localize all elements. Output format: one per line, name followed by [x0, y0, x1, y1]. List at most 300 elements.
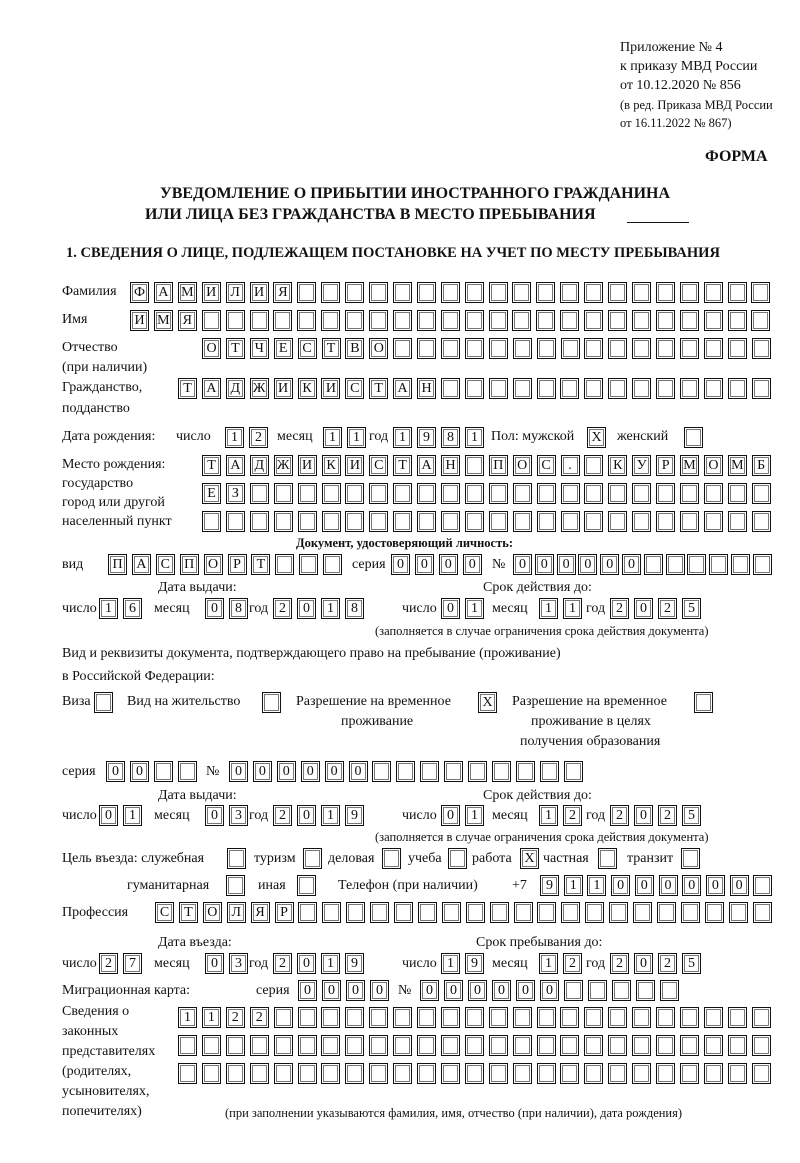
input-cell[interactable]: 1 — [202, 1007, 221, 1028]
input-cell[interactable]: 2 — [273, 953, 292, 974]
input-cell[interactable] — [393, 483, 412, 504]
input-cell[interactable] — [513, 1035, 532, 1056]
input-cell[interactable] — [489, 511, 508, 532]
input-cell[interactable] — [393, 338, 412, 359]
input-cell[interactable] — [299, 554, 318, 575]
input-cell[interactable]: Я — [178, 310, 197, 331]
input-cell[interactable]: 3 — [229, 805, 248, 826]
input-cell[interactable] — [656, 338, 675, 359]
input-cell[interactable] — [202, 1035, 221, 1056]
input-cell[interactable] — [297, 310, 316, 331]
checkbox-cell[interactable]: X — [587, 427, 606, 448]
input-cell[interactable] — [226, 310, 245, 331]
input-cell[interactable]: Н — [417, 378, 436, 399]
input-cell[interactable] — [584, 483, 603, 504]
input-cell[interactable]: 0 — [535, 554, 554, 575]
input-cell[interactable] — [468, 761, 487, 782]
input-cell[interactable] — [274, 1007, 293, 1028]
input-cell[interactable]: 0 — [253, 761, 272, 782]
input-cell[interactable]: П — [108, 554, 127, 575]
input-cell[interactable] — [226, 1035, 245, 1056]
input-cell[interactable] — [560, 378, 579, 399]
input-cell[interactable]: 0 — [205, 805, 224, 826]
input-cell[interactable] — [560, 1035, 579, 1056]
input-cell[interactable] — [536, 310, 555, 331]
input-cell[interactable]: 0 — [622, 554, 641, 575]
input-cell[interactable]: 0 — [634, 598, 653, 619]
input-cell[interactable]: И — [298, 455, 317, 476]
input-cell[interactable]: 0 — [441, 598, 460, 619]
input-cell[interactable] — [608, 338, 627, 359]
input-cell[interactable]: 2 — [563, 953, 582, 974]
input-cell[interactable] — [369, 310, 388, 331]
input-cell[interactable] — [420, 761, 439, 782]
input-cell[interactable] — [202, 1063, 221, 1084]
input-cell[interactable] — [632, 1063, 651, 1084]
input-cell[interactable]: Е — [202, 483, 221, 504]
input-cell[interactable] — [178, 1063, 197, 1084]
input-cell[interactable] — [490, 902, 509, 923]
input-cell[interactable] — [612, 980, 631, 1001]
input-cell[interactable]: 5 — [682, 805, 701, 826]
input-cell[interactable]: 1 — [99, 598, 118, 619]
input-cell[interactable] — [753, 875, 772, 896]
input-cell[interactable]: Т — [369, 378, 388, 399]
input-cell[interactable]: Р — [275, 902, 294, 923]
input-cell[interactable]: 0 — [463, 554, 482, 575]
input-cell[interactable] — [369, 282, 388, 303]
input-cell[interactable]: 1 — [321, 953, 340, 974]
input-cell[interactable]: 0 — [439, 554, 458, 575]
input-cell[interactable]: Я — [273, 282, 292, 303]
input-cell[interactable] — [584, 455, 603, 476]
input-cell[interactable] — [465, 378, 484, 399]
input-cell[interactable]: 0 — [516, 980, 535, 1001]
input-cell[interactable] — [298, 483, 317, 504]
checkbox-cell[interactable] — [303, 848, 322, 869]
input-cell[interactable] — [442, 902, 461, 923]
input-cell[interactable] — [444, 761, 463, 782]
input-cell[interactable]: 1 — [465, 805, 484, 826]
input-cell[interactable] — [250, 511, 269, 532]
input-cell[interactable] — [728, 1007, 747, 1028]
input-cell[interactable] — [441, 1063, 460, 1084]
input-cell[interactable]: Р — [228, 554, 247, 575]
input-cell[interactable] — [560, 282, 579, 303]
input-cell[interactable] — [752, 378, 771, 399]
input-cell[interactable] — [752, 483, 771, 504]
input-cell[interactable]: 0 — [513, 554, 532, 575]
input-cell[interactable]: 1 — [539, 953, 558, 974]
input-cell[interactable] — [417, 483, 436, 504]
input-cell[interactable]: И — [321, 378, 340, 399]
input-cell[interactable] — [322, 511, 341, 532]
input-cell[interactable] — [608, 282, 627, 303]
input-cell[interactable]: . — [561, 455, 580, 476]
input-cell[interactable]: 0 — [130, 761, 149, 782]
input-cell[interactable] — [666, 554, 685, 575]
input-cell[interactable] — [465, 511, 484, 532]
input-cell[interactable]: И — [130, 310, 149, 331]
input-cell[interactable]: 1 — [587, 875, 606, 896]
input-cell[interactable]: 8 — [229, 598, 248, 619]
input-cell[interactable] — [202, 511, 221, 532]
input-cell[interactable] — [489, 282, 508, 303]
input-cell[interactable] — [465, 1063, 484, 1084]
input-cell[interactable]: М — [728, 455, 747, 476]
checkbox-cell[interactable] — [448, 848, 467, 869]
input-cell[interactable] — [345, 310, 364, 331]
input-cell[interactable]: О — [704, 455, 723, 476]
input-cell[interactable]: 2 — [610, 953, 629, 974]
input-cell[interactable] — [465, 1035, 484, 1056]
input-cell[interactable]: 0 — [349, 761, 368, 782]
input-cell[interactable] — [656, 511, 675, 532]
input-cell[interactable]: 2 — [658, 805, 677, 826]
input-cell[interactable] — [584, 511, 603, 532]
input-cell[interactable] — [226, 511, 245, 532]
input-cell[interactable]: О — [369, 338, 388, 359]
input-cell[interactable] — [417, 1007, 436, 1028]
input-cell[interactable] — [729, 902, 748, 923]
input-cell[interactable]: 1 — [564, 875, 583, 896]
input-cell[interactable] — [728, 310, 747, 331]
checkbox-cell[interactable] — [684, 427, 703, 448]
input-cell[interactable] — [632, 338, 651, 359]
input-cell[interactable] — [250, 310, 269, 331]
input-cell[interactable]: 1 — [465, 427, 484, 448]
input-cell[interactable]: Д — [250, 455, 269, 476]
input-cell[interactable] — [274, 483, 293, 504]
input-cell[interactable]: М — [154, 310, 173, 331]
input-cell[interactable] — [465, 1007, 484, 1028]
input-cell[interactable] — [250, 1035, 269, 1056]
input-cell[interactable]: 0 — [444, 980, 463, 1001]
input-cell[interactable]: 0 — [600, 554, 619, 575]
input-cell[interactable] — [680, 310, 699, 331]
input-cell[interactable]: Т — [393, 455, 412, 476]
input-cell[interactable] — [704, 1007, 723, 1028]
input-cell[interactable]: Р — [656, 455, 675, 476]
input-cell[interactable] — [345, 483, 364, 504]
input-cell[interactable]: Т — [322, 338, 341, 359]
input-cell[interactable] — [250, 1063, 269, 1084]
input-cell[interactable] — [321, 282, 340, 303]
input-cell[interactable]: И — [274, 378, 293, 399]
input-cell[interactable] — [321, 1035, 340, 1056]
input-cell[interactable]: 0 — [578, 554, 597, 575]
input-cell[interactable] — [178, 1035, 197, 1056]
input-cell[interactable] — [536, 282, 555, 303]
input-cell[interactable]: В — [345, 338, 364, 359]
input-cell[interactable] — [369, 1035, 388, 1056]
checkbox-cell[interactable] — [227, 848, 246, 869]
input-cell[interactable]: 9 — [345, 805, 364, 826]
input-cell[interactable] — [489, 310, 508, 331]
input-cell[interactable]: Т — [226, 338, 245, 359]
input-cell[interactable]: 0 — [325, 761, 344, 782]
input-cell[interactable] — [752, 338, 771, 359]
input-cell[interactable] — [680, 282, 699, 303]
input-cell[interactable] — [608, 1063, 627, 1084]
input-cell[interactable]: 0 — [346, 980, 365, 1001]
input-cell[interactable]: К — [322, 455, 341, 476]
input-cell[interactable] — [321, 1007, 340, 1028]
input-cell[interactable] — [584, 282, 603, 303]
input-cell[interactable]: К — [298, 378, 317, 399]
input-cell[interactable] — [584, 378, 603, 399]
input-cell[interactable] — [753, 902, 772, 923]
input-cell[interactable]: С — [345, 378, 364, 399]
input-cell[interactable] — [393, 310, 412, 331]
input-cell[interactable]: А — [154, 282, 173, 303]
input-cell[interactable] — [417, 511, 436, 532]
input-cell[interactable] — [584, 338, 603, 359]
input-cell[interactable] — [465, 282, 484, 303]
input-cell[interactable] — [660, 980, 679, 1001]
input-cell[interactable]: 9 — [540, 875, 559, 896]
input-cell[interactable] — [441, 282, 460, 303]
input-cell[interactable] — [656, 483, 675, 504]
input-cell[interactable] — [632, 483, 651, 504]
input-cell[interactable] — [441, 1007, 460, 1028]
input-cell[interactable] — [321, 310, 340, 331]
input-cell[interactable] — [585, 902, 604, 923]
input-cell[interactable] — [728, 511, 747, 532]
input-cell[interactable] — [680, 338, 699, 359]
input-cell[interactable] — [609, 902, 628, 923]
checkbox-cell[interactable] — [262, 692, 281, 713]
input-cell[interactable] — [632, 310, 651, 331]
checkbox-cell[interactable]: X — [478, 692, 497, 713]
input-cell[interactable] — [537, 338, 556, 359]
input-cell[interactable] — [728, 338, 747, 359]
input-cell[interactable] — [632, 378, 651, 399]
input-cell[interactable] — [632, 1007, 651, 1028]
input-cell[interactable]: А — [202, 378, 221, 399]
input-cell[interactable]: С — [298, 338, 317, 359]
checkbox-cell[interactable] — [694, 692, 713, 713]
input-cell[interactable]: 1 — [321, 598, 340, 619]
input-cell[interactable] — [704, 1063, 723, 1084]
input-cell[interactable] — [514, 902, 533, 923]
input-cell[interactable]: 9 — [465, 953, 484, 974]
input-cell[interactable] — [369, 511, 388, 532]
input-cell[interactable]: 0 — [730, 875, 749, 896]
input-cell[interactable] — [345, 282, 364, 303]
input-cell[interactable] — [298, 1063, 317, 1084]
input-cell[interactable] — [705, 902, 724, 923]
input-cell[interactable]: 0 — [635, 875, 654, 896]
input-cell[interactable] — [561, 902, 580, 923]
input-cell[interactable]: М — [680, 455, 699, 476]
input-cell[interactable] — [321, 1063, 340, 1084]
input-cell[interactable] — [516, 761, 535, 782]
input-cell[interactable] — [560, 1063, 579, 1084]
input-cell[interactable]: 0 — [297, 953, 316, 974]
input-cell[interactable]: С — [156, 554, 175, 575]
input-cell[interactable] — [561, 511, 580, 532]
input-cell[interactable] — [226, 1063, 245, 1084]
input-cell[interactable]: И — [202, 282, 221, 303]
input-cell[interactable]: З — [226, 483, 245, 504]
input-cell[interactable] — [608, 483, 627, 504]
input-cell[interactable]: М — [178, 282, 197, 303]
input-cell[interactable] — [560, 310, 579, 331]
input-cell[interactable]: 2 — [99, 953, 118, 974]
input-cell[interactable]: 1 — [465, 598, 484, 619]
input-cell[interactable] — [680, 378, 699, 399]
input-cell[interactable] — [489, 378, 508, 399]
input-cell[interactable]: 0 — [297, 805, 316, 826]
input-cell[interactable]: 1 — [393, 427, 412, 448]
input-cell[interactable] — [297, 282, 316, 303]
input-cell[interactable]: 3 — [229, 953, 248, 974]
input-cell[interactable]: А — [132, 554, 151, 575]
input-cell[interactable]: 0 — [370, 980, 389, 1001]
input-cell[interactable] — [608, 1035, 627, 1056]
input-cell[interactable]: С — [537, 455, 556, 476]
input-cell[interactable] — [441, 338, 460, 359]
input-cell[interactable] — [345, 1063, 364, 1084]
input-cell[interactable] — [680, 1063, 699, 1084]
input-cell[interactable] — [681, 902, 700, 923]
input-cell[interactable] — [561, 483, 580, 504]
input-cell[interactable]: Т — [202, 455, 221, 476]
input-cell[interactable]: 1 — [323, 427, 342, 448]
input-cell[interactable] — [372, 761, 391, 782]
input-cell[interactable] — [704, 378, 723, 399]
input-cell[interactable] — [393, 1035, 412, 1056]
input-cell[interactable] — [731, 554, 750, 575]
input-cell[interactable] — [441, 511, 460, 532]
input-cell[interactable]: 1 — [123, 805, 142, 826]
input-cell[interactable]: 0 — [229, 761, 248, 782]
input-cell[interactable]: 1 — [347, 427, 366, 448]
input-cell[interactable] — [537, 1007, 556, 1028]
input-cell[interactable] — [512, 310, 531, 331]
input-cell[interactable] — [393, 1063, 412, 1084]
input-cell[interactable]: 1 — [225, 427, 244, 448]
input-cell[interactable] — [323, 554, 342, 575]
input-cell[interactable] — [704, 338, 723, 359]
input-cell[interactable] — [154, 761, 173, 782]
input-cell[interactable]: Ч — [250, 338, 269, 359]
input-cell[interactable]: 1 — [563, 598, 582, 619]
input-cell[interactable] — [608, 378, 627, 399]
input-cell[interactable]: Т — [178, 378, 197, 399]
input-cell[interactable] — [656, 1007, 675, 1028]
input-cell[interactable]: Е — [274, 338, 293, 359]
input-cell[interactable] — [656, 310, 675, 331]
input-cell[interactable] — [584, 1035, 603, 1056]
input-cell[interactable]: 2 — [563, 805, 582, 826]
input-cell[interactable]: 0 — [441, 805, 460, 826]
input-cell[interactable] — [178, 761, 197, 782]
input-cell[interactable] — [752, 511, 771, 532]
input-cell[interactable] — [561, 338, 580, 359]
input-cell[interactable]: 0 — [540, 980, 559, 1001]
input-cell[interactable] — [417, 310, 436, 331]
input-cell[interactable] — [709, 554, 728, 575]
input-cell[interactable] — [753, 554, 772, 575]
input-cell[interactable] — [632, 511, 651, 532]
input-cell[interactable] — [274, 511, 293, 532]
input-cell[interactable] — [728, 378, 747, 399]
input-cell[interactable] — [680, 1007, 699, 1028]
input-cell[interactable]: Т — [179, 902, 198, 923]
checkbox-cell[interactable] — [94, 692, 113, 713]
input-cell[interactable]: Л — [226, 282, 245, 303]
input-cell[interactable] — [728, 483, 747, 504]
input-cell[interactable]: 2 — [610, 598, 629, 619]
input-cell[interactable] — [687, 554, 706, 575]
input-cell[interactable] — [728, 282, 747, 303]
input-cell[interactable] — [417, 282, 436, 303]
input-cell[interactable] — [298, 1035, 317, 1056]
input-cell[interactable] — [564, 980, 583, 1001]
input-cell[interactable]: 2 — [658, 953, 677, 974]
input-cell[interactable]: Т — [251, 554, 270, 575]
input-cell[interactable]: И — [250, 282, 269, 303]
checkbox-cell[interactable] — [382, 848, 401, 869]
input-cell[interactable] — [584, 1007, 603, 1028]
input-cell[interactable] — [393, 1007, 412, 1028]
input-cell[interactable]: 1 — [441, 953, 460, 974]
input-cell[interactable] — [369, 483, 388, 504]
input-cell[interactable]: Ф — [130, 282, 149, 303]
input-cell[interactable] — [345, 1007, 364, 1028]
input-cell[interactable]: А — [417, 455, 436, 476]
input-cell[interactable]: Н — [441, 455, 460, 476]
input-cell[interactable] — [704, 310, 723, 331]
input-cell[interactable]: Б — [752, 455, 771, 476]
input-cell[interactable] — [202, 310, 221, 331]
input-cell[interactable] — [564, 761, 583, 782]
input-cell[interactable]: 2 — [249, 427, 268, 448]
input-cell[interactable]: 0 — [415, 554, 434, 575]
input-cell[interactable] — [513, 378, 532, 399]
input-cell[interactable]: 0 — [659, 875, 678, 896]
input-cell[interactable]: 0 — [106, 761, 125, 782]
input-cell[interactable] — [560, 1007, 579, 1028]
input-cell[interactable]: 2 — [226, 1007, 245, 1028]
input-cell[interactable] — [537, 1063, 556, 1084]
checkbox-cell[interactable] — [226, 875, 245, 896]
input-cell[interactable]: С — [155, 902, 174, 923]
input-cell[interactable]: 0 — [391, 554, 410, 575]
input-cell[interactable] — [441, 1035, 460, 1056]
input-cell[interactable]: К — [608, 455, 627, 476]
input-cell[interactable] — [636, 980, 655, 1001]
input-cell[interactable] — [704, 1035, 723, 1056]
input-cell[interactable] — [396, 761, 415, 782]
input-cell[interactable]: 2 — [273, 805, 292, 826]
input-cell[interactable] — [540, 761, 559, 782]
input-cell[interactable]: 0 — [557, 554, 576, 575]
input-cell[interactable] — [346, 902, 365, 923]
input-cell[interactable] — [417, 1035, 436, 1056]
input-cell[interactable] — [588, 980, 607, 1001]
input-cell[interactable]: 0 — [297, 598, 316, 619]
input-cell[interactable]: И — [345, 455, 364, 476]
input-cell[interactable]: 2 — [273, 598, 292, 619]
input-cell[interactable] — [275, 554, 294, 575]
input-cell[interactable]: 9 — [417, 427, 436, 448]
input-cell[interactable]: 7 — [123, 953, 142, 974]
input-cell[interactable]: 1 — [178, 1007, 197, 1028]
input-cell[interactable] — [465, 338, 484, 359]
